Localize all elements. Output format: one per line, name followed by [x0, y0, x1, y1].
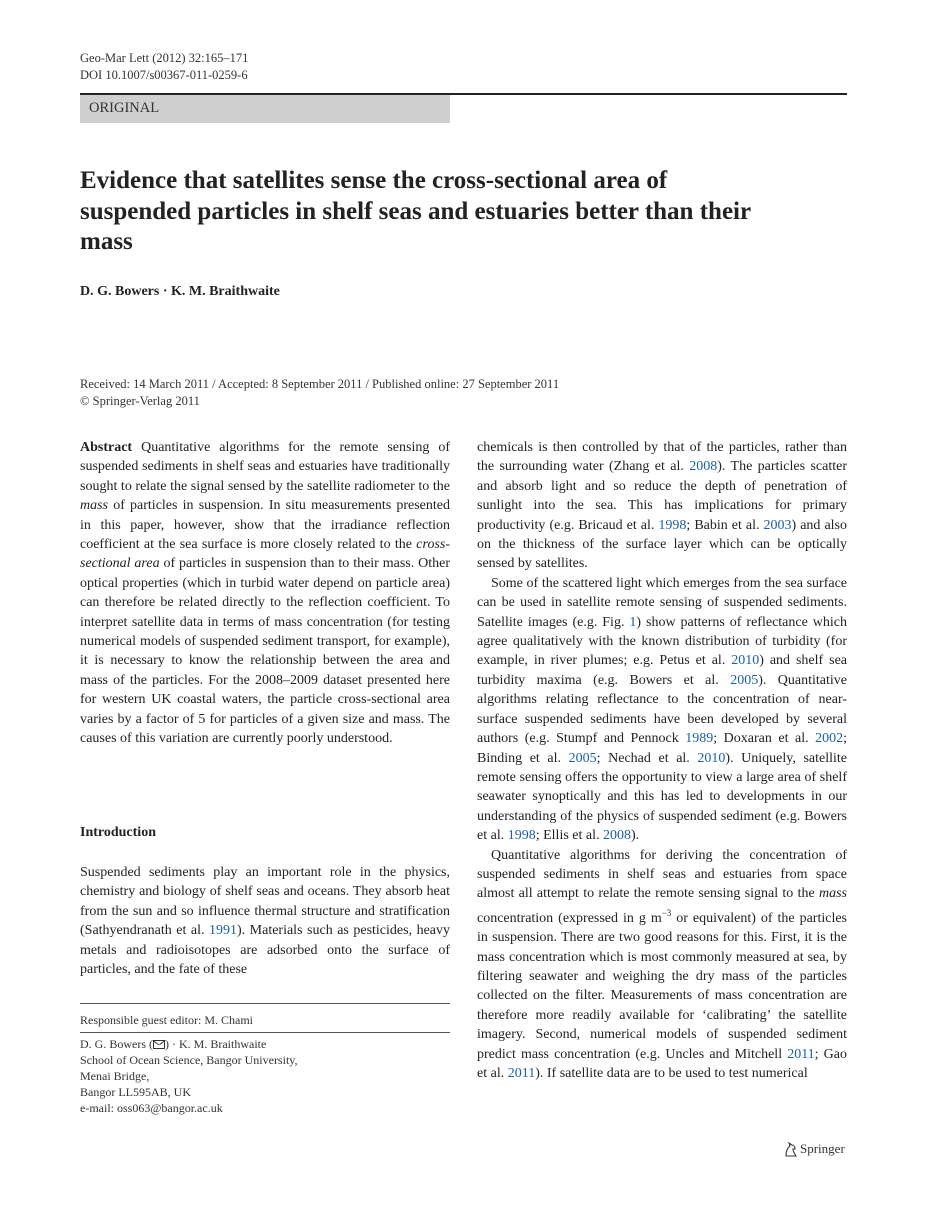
emphasis: mass [818, 886, 847, 902]
citation-link[interactable]: 1998 [658, 517, 687, 533]
publisher-name: Springer [800, 1141, 845, 1156]
body-text: ). Quantitative algorithms relating reflectance to the concentration of near-surface suspended sediments have been developed by several authors (e.g. Stumpf and Pennock [477, 672, 847, 747]
article-dates: Received: 14 March 2011 / Accepted: 8 September 2011 / Published online: 27 September 2011 [80, 377, 560, 391]
correspondence [80, 1036, 298, 1116]
footnote-text: ) · K. M. Braithwaite [165, 1037, 267, 1051]
right-column [477, 438, 847, 1083]
body-text: ) and shelf sea turbidity maxima (e.g. Bowers et al. [477, 653, 847, 688]
article-history [80, 376, 559, 410]
publisher-logo [784, 1141, 845, 1157]
abstract-text: Quantitative algorithms for the remote sensing of suspended sediments in shelf seas and estuaries have traditionally sought to relate the signal sensed by the satellite radiometer to the [80, 440, 450, 494]
springer-horse-icon [784, 1142, 797, 1157]
citation-link[interactable]: 1998 [507, 828, 536, 844]
body-text: ). Materials such as pesticides, heavy metals and radioisotopes are adsorbed onto the surface of particles, and the fate of these [80, 923, 451, 978]
superscript: −3 [661, 907, 672, 918]
introduction-heading: Introduction [80, 825, 156, 840]
citation-link[interactable]: 2010 [731, 653, 760, 669]
abstract-heading: Abstract [80, 440, 133, 455]
body-text: Suspended sediments play an important role in the physics, chemistry and biology of shelf seas and oceans. They absorb heat from the sun and so influence thermal structure and stratification (Sathyendranath et al. [80, 865, 450, 939]
citation-link[interactable]: 1989 [685, 731, 714, 747]
citation-link[interactable]: 1991 [208, 923, 237, 939]
mail-icon[interactable] [153, 1040, 165, 1049]
guest-editor-note: Responsible guest editor: M. Chami [80, 1013, 253, 1027]
body-text: Quantitative algorithms for deriving the concentration of suspended sediments in shelf seas and estuaries from space almost all attempt to relate the remote sensing signal to the [477, 847, 847, 902]
figure-link[interactable]: 1 [629, 614, 637, 630]
article-title: Evidence that satellites sense the cross-sectional area of suspended particles in shelf seas and estuaries better than their mass [80, 167, 751, 255]
body-text: concentration (expressed in g m [477, 910, 662, 926]
body-text: Some of the scattered light which emerges from the sea surface can be used in satellite remote sensing of suspended sediments. Satellite images (e.g. Fig. [477, 575, 847, 630]
body-text: ). If satellite data are to be used to test numerical [535, 1066, 808, 1081]
citation-link[interactable]: 2010 [697, 750, 726, 766]
citation-link[interactable]: 2011 [507, 1066, 536, 1081]
affiliation-school: School of Ocean Science, Bangor University, [80, 1053, 298, 1067]
journal-citation: Geo-Mar Lett (2012) 32:165–171 [80, 51, 249, 65]
body-text: ; Ellis et al. [535, 828, 603, 844]
affiliation-city: Bangor LL595AB, UK [80, 1085, 191, 1099]
body-text: ; Binding et al. [477, 731, 847, 766]
citation-link[interactable]: 2003 [763, 517, 792, 533]
abstract-emphasis: mass [80, 498, 109, 514]
abstract-emphasis: cross-sectional area [80, 537, 450, 572]
abstract-text: of particles in suspension than to their mass. Other optical properties (which in turbid water depend on particle area) can therefore be related directly to the reflection coefficient. To interpret satellite data in terms of mass concentration (for testing numerical models of suspended sediment transport, for example), it is necessary to know the relationship between the area and mass of the particles. For the 2008–2009 dataset presented here for western UK coastal waters, the particle cross-sectional area varies by a factor of 5 for particles of a given size and mass. The causes of this variation are currently poorly understood. [80, 556, 450, 747]
introduction-paragraph [80, 863, 450, 979]
section-label: ORIGINAL [89, 100, 160, 116]
body-text: ). The particles scatter and absorb light and so reduce the depth of penetration of sunlight into the sea. This has implications for primary productivity (e.g. Bricaud et al. [477, 459, 847, 533]
email[interactable]: e-mail: oss063@bangor.ac.uk [80, 1101, 223, 1115]
abstract-text: of particles in suspension. In situ measurements presented in this paper, however, show that the irradiance reflection coefficient at the sea surface is more closely related to the [80, 498, 450, 553]
citation-link[interactable]: 2002 [815, 731, 844, 747]
affiliation-town: Menai Bridge, [80, 1069, 150, 1083]
footnote-rule [80, 1032, 450, 1033]
body-text: ). [630, 828, 640, 844]
body-text: ; Doxaran et al. [713, 731, 816, 747]
body-text: ) and also on the thickness of the surface layer which can be optically sensed by satellites. [477, 517, 847, 572]
body-text: ; Nechad et al. [596, 750, 698, 766]
body-text: ) show patterns of reflectance which agree qualitatively with the known distribution of turbidity (for example, in river plumes; e.g. Petus et al. [477, 614, 847, 669]
footnote-text: D. G. Bowers ( [80, 1037, 153, 1051]
body-text: or equivalent) of the particles in suspension. There are two good reasons for this. First, it is the mass concentration which is most commonly measured at sea, by filtering seawater and weighing the dry mass of the particles collected on the filter. Measurements of mass concentration are therefore more readily available for ‘calibrating’ the satellite imagery. Second, numerical models of suspended sediment predict mass concentration (e.g. Uncles and Mitchell [477, 910, 848, 1062]
citation-link[interactable]: 2008 [602, 828, 631, 844]
footnote-rule [80, 1003, 450, 1004]
copyright: © Springer-Verlag 2011 [80, 394, 200, 408]
doi: DOI 10.1007/s00367-011-0259-6 [80, 68, 248, 82]
citation-link[interactable]: 2005 [730, 672, 759, 688]
citation-link[interactable]: 2011 [787, 1046, 815, 1062]
citation-link[interactable]: 2005 [568, 750, 597, 766]
body-text: chemicals is then controlled by that of the particles, rather than the surrounding water (Zhang et al. [477, 440, 847, 475]
article-authors: D. G. Bowers · K. M. Braithwaite [80, 284, 280, 299]
body-text: ). Uniquely, satellite remote sensing offers the opportunity to view a large area of shelf seawater synoptically and this has led to developments in our understanding of the physics of suspended sediment (e.g. Bowers et al. [477, 750, 848, 844]
body-text: ; Gao et al. [477, 1046, 847, 1081]
abstract [80, 438, 450, 749]
citation-link[interactable]: 2008 [689, 459, 718, 475]
body-text: ; Babin et al. [686, 517, 764, 533]
